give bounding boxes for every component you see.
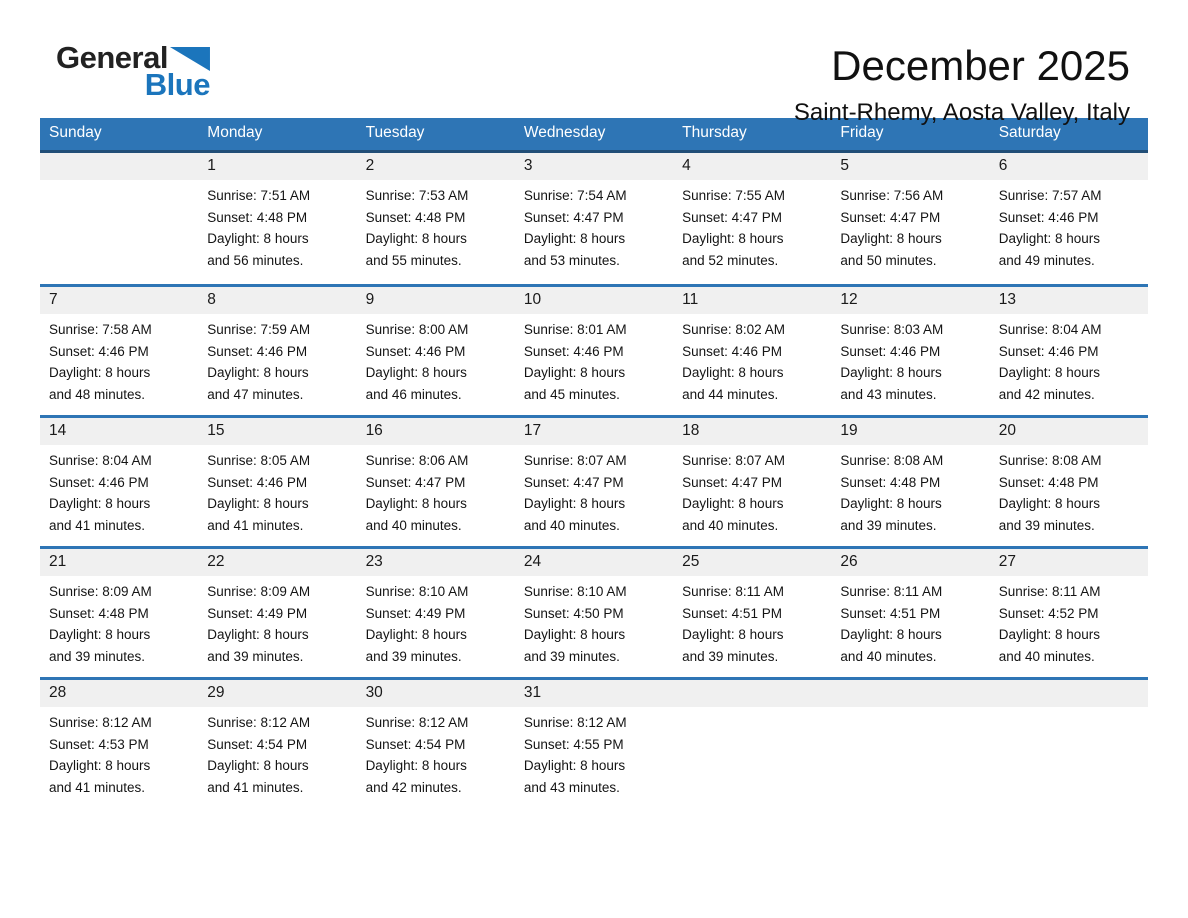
day-details <box>357 707 515 798</box>
day-details <box>990 445 1148 536</box>
day-detail-line: Sunset: 4:46 PM <box>49 343 149 359</box>
day-details <box>990 180 1148 271</box>
day-number: 27 <box>990 549 1148 576</box>
day-number: 4 <box>673 153 831 180</box>
day-number: 16 <box>357 418 515 445</box>
weekday-header-cell: Thursday <box>682 124 747 141</box>
day-detail-line: Daylight: 8 hours <box>523 496 626 511</box>
calendar-grid <box>40 153 1148 808</box>
calendar-week-row <box>40 677 1148 808</box>
day-detail-line: Daylight: 8 hours <box>207 365 309 380</box>
day-detail-line: and 52 minutes. <box>682 252 779 268</box>
day-detail-line: and 43 minutes. <box>523 779 620 795</box>
day-detail-line: Sunset: 4:46 PM <box>49 474 149 490</box>
day-detail-line: Sunrise: 8:06 AM <box>365 453 469 468</box>
day-detail-line: and 40 minutes. <box>682 517 779 533</box>
day-detail-line: Sunset: 4:55 PM <box>523 736 624 752</box>
day-detail-line: Sunrise: 8:08 AM <box>998 453 1102 468</box>
day-detail-line: Sunset: 4:51 PM <box>682 605 782 621</box>
day-details <box>673 314 831 405</box>
day-cell <box>515 287 673 415</box>
day-detail-line: Daylight: 8 hours <box>49 365 151 380</box>
day-cell <box>40 287 198 415</box>
day-detail-line: Sunset: 4:50 PM <box>523 605 624 621</box>
day-detail-line: Sunrise: 8:08 AM <box>840 453 944 468</box>
day-cell <box>990 418 1148 546</box>
day-detail-line: and 49 minutes. <box>998 252 1095 268</box>
day-details <box>357 180 515 271</box>
day-detail-line: Sunrise: 8:01 AM <box>523 322 627 337</box>
day-detail-line: Daylight: 8 hours <box>49 496 151 511</box>
day-detail-line: Daylight: 8 hours <box>365 231 467 246</box>
day-detail-line: Sunrise: 8:12 AM <box>365 715 469 730</box>
day-detail-line: Sunrise: 8:02 AM <box>682 322 785 337</box>
day-number: 15 <box>198 418 356 445</box>
day-detail-line: Daylight: 8 hours <box>207 231 309 246</box>
day-detail-line: Sunset: 4:54 PM <box>365 736 466 752</box>
weekday-header-cell: Friday <box>840 124 884 141</box>
calendar-week-row <box>40 284 1148 415</box>
day-detail-line: Daylight: 8 hours <box>840 365 942 380</box>
day-detail-line: Daylight: 8 hours <box>998 627 1101 642</box>
day-details <box>40 445 198 536</box>
day-number <box>990 680 1148 707</box>
day-cell <box>673 287 831 415</box>
day-details <box>198 445 356 536</box>
day-detail-line: Sunrise: 8:00 AM <box>365 322 469 337</box>
day-number: 23 <box>357 549 515 576</box>
day-detail-line: Sunrise: 8:07 AM <box>682 453 785 468</box>
day-number: 25 <box>673 549 831 576</box>
page-header <box>0 0 1188 127</box>
logo-text-blue: Blue <box>144 67 210 102</box>
weekday-header-cell: Monday <box>207 124 263 141</box>
day-details <box>831 180 989 271</box>
day-detail-line: Daylight: 8 hours <box>998 231 1101 246</box>
day-detail-line: Sunrise: 8:12 AM <box>523 715 627 730</box>
day-number: 2 <box>357 153 515 180</box>
day-number: 8 <box>198 287 356 314</box>
day-number: 28 <box>40 680 198 707</box>
day-number: 11 <box>673 287 831 314</box>
day-detail-line: Sunset: 4:48 PM <box>365 209 466 225</box>
calendar-week-row <box>40 546 1148 677</box>
day-details <box>990 576 1148 667</box>
day-detail-line: and 42 minutes. <box>998 386 1095 402</box>
day-detail-line: and 47 minutes. <box>207 386 304 402</box>
day-detail-line: and 48 minutes. <box>49 386 146 402</box>
day-detail-line: Sunset: 4:47 PM <box>682 209 782 225</box>
day-detail-line: and 41 minutes. <box>207 779 304 795</box>
day-detail-line: and 43 minutes. <box>840 386 937 402</box>
day-detail-line: Sunrise: 8:10 AM <box>523 584 627 599</box>
day-detail-line: and 41 minutes. <box>49 517 146 533</box>
day-number <box>40 153 198 180</box>
day-details <box>673 445 831 536</box>
day-details <box>990 707 1148 712</box>
day-detail-line: Sunset: 4:46 PM <box>998 343 1099 359</box>
day-cell <box>198 418 356 546</box>
day-details <box>40 576 198 667</box>
day-details <box>40 314 198 405</box>
day-detail-line: Sunrise: 8:04 AM <box>49 453 152 468</box>
day-number: 29 <box>198 680 356 707</box>
day-cell <box>831 418 989 546</box>
day-detail-line: and 40 minutes. <box>840 648 937 664</box>
day-detail-line: Daylight: 8 hours <box>365 758 467 773</box>
weekday-header-cell: Saturday <box>998 124 1061 141</box>
day-details <box>198 576 356 667</box>
day-detail-line: Sunrise: 8:10 AM <box>365 584 469 599</box>
day-detail-line: and 40 minutes. <box>998 648 1095 664</box>
day-cell <box>357 287 515 415</box>
day-number: 22 <box>198 549 356 576</box>
day-detail-line: Sunrise: 8:11 AM <box>682 584 784 599</box>
day-detail-line: Sunset: 4:48 PM <box>840 474 941 490</box>
day-detail-line: Sunset: 4:46 PM <box>207 474 308 490</box>
day-detail-line: Sunrise: 8:04 AM <box>998 322 1102 337</box>
day-detail-line: Sunset: 4:48 PM <box>49 605 149 621</box>
day-number: 6 <box>990 153 1148 180</box>
day-detail-line: Daylight: 8 hours <box>523 365 626 380</box>
day-cell <box>198 287 356 415</box>
day-detail-line: Sunrise: 7:53 AM <box>365 188 469 203</box>
day-number: 12 <box>831 287 989 314</box>
day-detail-line: and 42 minutes. <box>365 779 462 795</box>
day-detail-line: Sunrise: 8:03 AM <box>840 322 944 337</box>
day-details <box>990 314 1148 405</box>
day-details <box>673 576 831 667</box>
day-number: 21 <box>40 549 198 576</box>
day-cell <box>198 153 356 284</box>
day-detail-line: Sunset: 4:46 PM <box>682 343 782 359</box>
page-subtitle: Saint-Rhemy, Aosta Valley, Italy <box>793 99 1130 127</box>
day-detail-line: Sunset: 4:46 PM <box>998 209 1099 225</box>
day-details <box>198 180 356 271</box>
day-detail-line: Sunset: 4:47 PM <box>840 209 941 225</box>
day-detail-line: Daylight: 8 hours <box>365 365 467 380</box>
day-details <box>831 576 989 667</box>
day-number: 3 <box>515 153 673 180</box>
day-details <box>831 707 989 712</box>
day-cell <box>357 549 515 677</box>
day-detail-line: and 40 minutes. <box>523 517 620 533</box>
day-details <box>673 707 831 712</box>
day-detail-line: and 53 minutes. <box>523 252 620 268</box>
day-detail-line: Sunset: 4:48 PM <box>998 474 1099 490</box>
day-detail-line: Daylight: 8 hours <box>682 231 784 246</box>
day-detail-line: Sunset: 4:47 PM <box>523 474 624 490</box>
day-cell <box>831 549 989 677</box>
day-detail-line: Sunrise: 8:07 AM <box>523 453 627 468</box>
day-detail-line: Sunrise: 8:11 AM <box>998 584 1101 599</box>
day-detail-line: Sunrise: 7:55 AM <box>682 188 785 203</box>
weekday-header-cell: Sunday <box>49 124 102 141</box>
day-detail-line: and 39 minutes. <box>840 517 937 533</box>
day-cell <box>831 680 989 808</box>
day-detail-line: and 44 minutes. <box>682 386 779 402</box>
day-number: 30 <box>357 680 515 707</box>
day-detail-line: and 39 minutes. <box>49 648 146 664</box>
day-number: 13 <box>990 287 1148 314</box>
day-cell <box>198 680 356 808</box>
weekday-header-cell: Wednesday <box>523 124 606 141</box>
day-detail-line: Sunrise: 7:58 AM <box>49 322 152 337</box>
day-cell <box>990 287 1148 415</box>
day-number: 26 <box>831 549 989 576</box>
day-cell <box>673 680 831 808</box>
day-details <box>357 576 515 667</box>
day-detail-line: Daylight: 8 hours <box>682 496 784 511</box>
day-details <box>673 180 831 271</box>
day-number: 5 <box>831 153 989 180</box>
day-detail-line: Sunrise: 7:51 AM <box>207 188 311 203</box>
day-details <box>515 445 673 536</box>
day-cell <box>673 549 831 677</box>
day-detail-line: Sunset: 4:49 PM <box>207 605 308 621</box>
day-detail-line: and 50 minutes. <box>840 252 937 268</box>
day-detail-line: Daylight: 8 hours <box>682 627 784 642</box>
day-cell <box>990 153 1148 284</box>
day-detail-line: Sunrise: 7:57 AM <box>998 188 1102 203</box>
day-detail-line: Sunset: 4:53 PM <box>49 736 149 752</box>
day-detail-line: and 41 minutes. <box>49 779 146 795</box>
day-details <box>515 576 673 667</box>
day-detail-line: and 39 minutes. <box>682 648 779 664</box>
day-cell <box>990 549 1148 677</box>
day-cell <box>198 549 356 677</box>
page-title: December 2025 <box>831 42 1130 89</box>
day-detail-line: Daylight: 8 hours <box>682 365 784 380</box>
day-cell <box>40 549 198 677</box>
day-number <box>831 680 989 707</box>
day-detail-line: Sunset: 4:46 PM <box>523 343 624 359</box>
day-detail-line: and 55 minutes. <box>365 252 462 268</box>
day-details <box>198 314 356 405</box>
day-details <box>198 707 356 798</box>
day-detail-line: and 39 minutes. <box>207 648 304 664</box>
day-detail-line: Sunrise: 7:59 AM <box>207 322 311 337</box>
day-number: 24 <box>515 549 673 576</box>
calendar-week-row <box>40 415 1148 546</box>
day-details <box>357 314 515 405</box>
day-detail-line: Daylight: 8 hours <box>998 365 1101 380</box>
day-detail-line: and 46 minutes. <box>365 386 462 402</box>
calendar-week-row <box>40 153 1148 284</box>
day-detail-line: Sunset: 4:54 PM <box>207 736 308 752</box>
day-cell <box>515 418 673 546</box>
day-details <box>831 314 989 405</box>
day-detail-line: and 45 minutes. <box>523 386 620 402</box>
day-detail-line: Sunrise: 8:05 AM <box>207 453 311 468</box>
day-cell <box>990 680 1148 808</box>
day-detail-line: Daylight: 8 hours <box>49 758 151 773</box>
day-detail-line: Sunset: 4:46 PM <box>365 343 466 359</box>
day-detail-line: and 40 minutes. <box>365 517 462 533</box>
day-details <box>515 707 673 798</box>
day-detail-line: Daylight: 8 hours <box>207 627 309 642</box>
day-number: 17 <box>515 418 673 445</box>
title-block <box>794 42 1130 127</box>
day-detail-line: Daylight: 8 hours <box>840 231 942 246</box>
day-cell <box>357 153 515 284</box>
day-detail-line: Daylight: 8 hours <box>998 496 1101 511</box>
day-detail-line: and 39 minutes. <box>365 648 462 664</box>
day-number: 10 <box>515 287 673 314</box>
day-detail-line: Sunset: 4:48 PM <box>207 209 308 225</box>
day-detail-line: Daylight: 8 hours <box>207 496 309 511</box>
day-detail-line: Daylight: 8 hours <box>840 496 942 511</box>
general-blue-logo <box>56 42 210 100</box>
day-detail-line: Sunset: 4:47 PM <box>523 209 624 225</box>
day-cell <box>515 153 673 284</box>
day-detail-line: Sunset: 4:46 PM <box>840 343 941 359</box>
day-number <box>673 680 831 707</box>
day-number: 19 <box>831 418 989 445</box>
weekday-header-cell: Tuesday <box>365 124 425 141</box>
day-detail-line: and 39 minutes. <box>998 517 1095 533</box>
logo-text-general: General <box>56 40 168 75</box>
day-detail-line: Sunset: 4:52 PM <box>998 605 1099 621</box>
calendar <box>40 118 1148 808</box>
day-detail-line: Sunset: 4:46 PM <box>207 343 308 359</box>
day-detail-line: Daylight: 8 hours <box>523 758 626 773</box>
day-detail-line: and 39 minutes. <box>523 648 620 664</box>
day-detail-line: Sunset: 4:49 PM <box>365 605 466 621</box>
day-cell <box>831 153 989 284</box>
day-number: 9 <box>357 287 515 314</box>
day-detail-line: Sunrise: 7:54 AM <box>523 188 627 203</box>
day-cell <box>831 287 989 415</box>
day-details <box>40 707 198 798</box>
day-details <box>831 445 989 536</box>
day-detail-line: Sunrise: 8:12 AM <box>49 715 152 730</box>
day-cell <box>673 418 831 546</box>
day-detail-line: Sunrise: 8:12 AM <box>207 715 311 730</box>
day-detail-line: Sunrise: 8:11 AM <box>840 584 943 599</box>
day-detail-line: Daylight: 8 hours <box>365 496 467 511</box>
day-detail-line: Daylight: 8 hours <box>207 758 309 773</box>
day-cell <box>515 680 673 808</box>
day-number: 7 <box>40 287 198 314</box>
day-details <box>515 180 673 271</box>
day-detail-line: Sunset: 4:51 PM <box>840 605 941 621</box>
day-detail-line: Sunrise: 7:56 AM <box>840 188 944 203</box>
day-detail-line: Daylight: 8 hours <box>523 231 626 246</box>
day-cell <box>673 153 831 284</box>
day-cell <box>40 153 198 284</box>
day-cell <box>515 549 673 677</box>
day-number: 18 <box>673 418 831 445</box>
weekday-header-row <box>40 118 1148 153</box>
day-detail-line: Daylight: 8 hours <box>523 627 626 642</box>
day-cell <box>357 680 515 808</box>
day-number: 1 <box>198 153 356 180</box>
day-detail-line: Daylight: 8 hours <box>49 627 151 642</box>
day-number: 14 <box>40 418 198 445</box>
day-detail-line: Sunrise: 8:09 AM <box>207 584 311 599</box>
day-detail-line: Daylight: 8 hours <box>365 627 467 642</box>
day-cell <box>357 418 515 546</box>
day-detail-line: Daylight: 8 hours <box>840 627 942 642</box>
day-detail-line: and 41 minutes. <box>207 517 304 533</box>
day-details <box>357 445 515 536</box>
day-detail-line: Sunrise: 8:09 AM <box>49 584 152 599</box>
day-number: 31 <box>515 680 673 707</box>
day-details <box>40 180 198 185</box>
day-cell <box>40 680 198 808</box>
day-detail-line: Sunset: 4:47 PM <box>365 474 466 490</box>
day-detail-line: and 56 minutes. <box>207 252 304 268</box>
day-details <box>515 314 673 405</box>
day-detail-line: Sunset: 4:47 PM <box>682 474 782 490</box>
day-cell <box>40 418 198 546</box>
day-number: 20 <box>990 418 1148 445</box>
